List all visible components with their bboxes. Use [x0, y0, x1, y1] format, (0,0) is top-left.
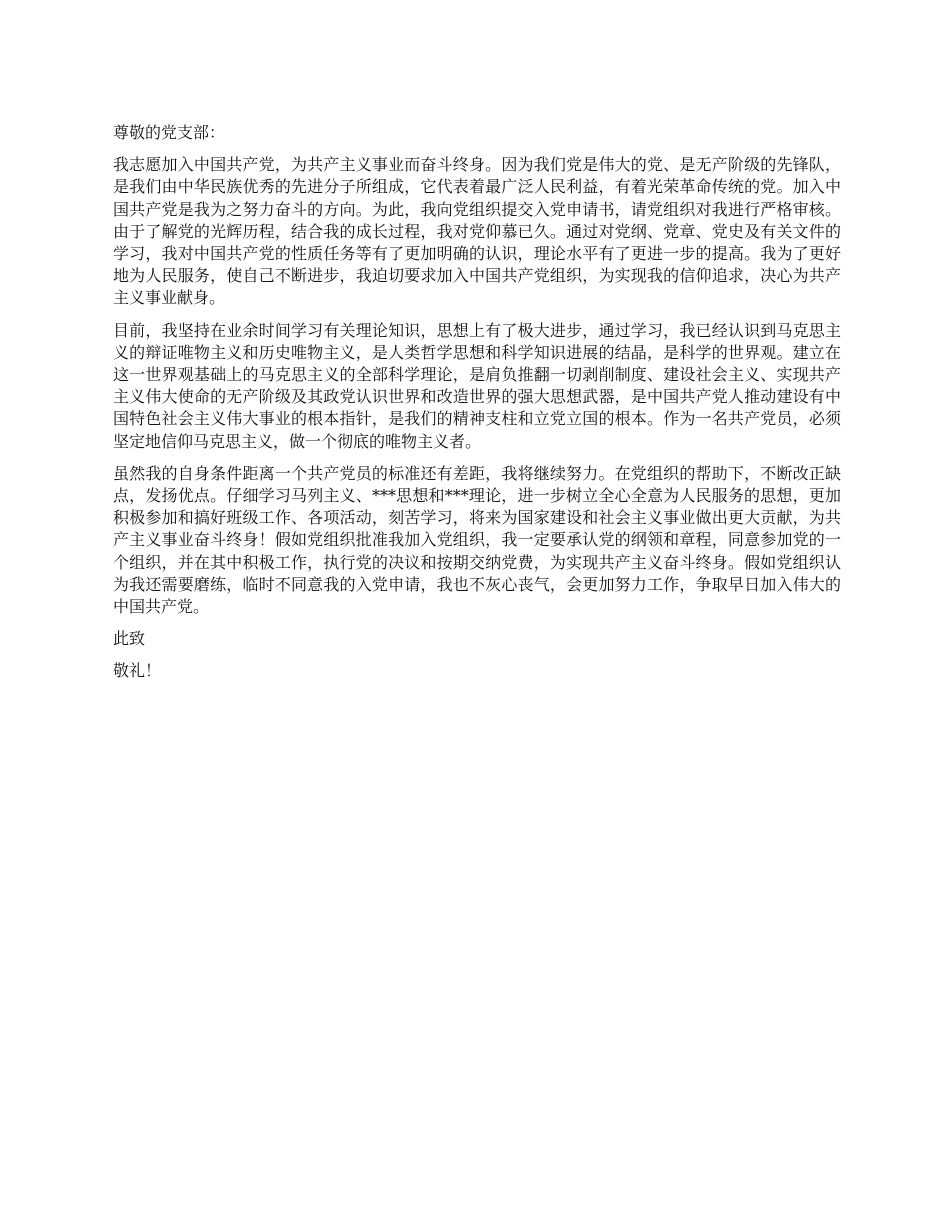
- paragraph-1: 我志愿加入中国共产党，为共产主义事业而奋斗终身。因为我们党是伟大的党、是无产阶级的先锋队，是我们由中华民族优秀的先进分子所组成，它代表着最广泛人民利益，有着光荣革命传统的党。加入中国共产党是我为之努力奋斗的方向。为此，我向党组织提交入党申请书，请党组织对我进行严格审核。 由于了解党的光辉历程，结合我的成长过程，我对党仰慕已久。通过对党纲、党章、党史及有关文件的学习，我对中国共产党的性质任务等有了更加明确的认识，理论水平有了更进一步的提高。我为了更好地为人民服务，使自己不断进步，我迫切要求加入中国共产党组织，为实现我的信仰追求，决心为共产主义事业献身。: [113, 155, 841, 308]
- letter-body: [113, 122, 841, 693]
- paragraph-2: 目前，我坚持在业余时间学习有关理论知识，思想上有了极大进步，通过学习，我已经认识到马克思主义的辩证唯物主义和历史唯物主义，是人类哲学思想和科学知识进展的结晶，是科学的世界观。建立在这一世界观基础上的马克思主义的全部科学理论，是肩负推翻一切剥削制度、建设社会主义、实现共产主义伟大使命的无产阶级及其政党认识世界和改造世界的强大思想武器，是中国共产党人推动建设有中国特色社会主义伟大事业的根本指针，是我们的精神支柱和立党立国的根本。作为一名共产党员，必须坚定地信仰马克思主义，做一个彻底的唯物主义者。: [113, 320, 841, 451]
- closing-line-1: 此致: [113, 629, 146, 649]
- paragraph-3: 虽然我的自身条件距离一个共产党员的标准还有差距，我将继续努力。在党组织的帮助下，不断改正缺点，发扬优点。仔细学习马列主义、***思想和***理论，进一步树立全心全意为人民服务的思想，更加积极参加和搞好班级工作、各项活动，刻苦学习，将来为国家建设和社会主义事业做出更大贡献，为共产主义事业奋斗终身！假如党组织批准我加入党组织，我一定要承认党的纲领和章程，同意参加党的一个组织，并在其中积极工作，执行党的决议和按期交纳党费，为实现共产主义奋斗终身。假如党组织认为我还需要磨练，临时不同意我的入党申请，我也不灰心丧气，会更加努力工作，争取早日加入伟大的中国共产党。: [113, 463, 841, 617]
- salutation: 尊敬的党支部：: [113, 123, 226, 142]
- closing-line-2: 敬礼！: [113, 661, 162, 681]
